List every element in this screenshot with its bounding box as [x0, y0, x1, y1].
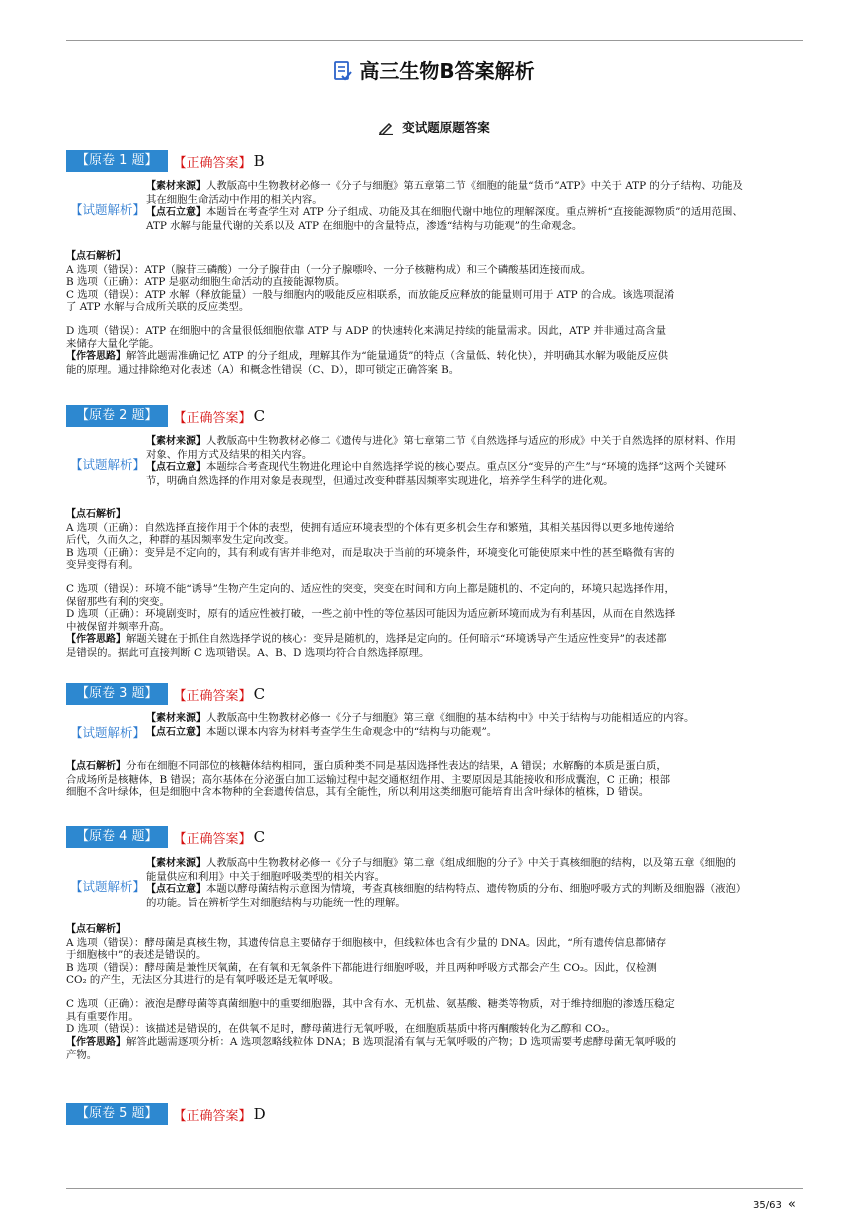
question-tag: 【原卷 2 题】	[66, 405, 168, 427]
bottom-rule	[66, 1188, 803, 1189]
analysis-label: 【试题解析】	[70, 879, 146, 894]
source-label: 【素材来源】	[146, 436, 206, 447]
option-text: D 选项（正确）：环境剧变时，原有的适应性被打破，一些之前中性的等位基因可能因为适应新环境而成为有利基因，从而在自然选择中被保留并频率升高。	[66, 608, 676, 633]
checklist-icon	[333, 60, 353, 82]
point-analysis-block	[66, 924, 676, 1062]
question-tag: 【原卷 4 题】	[66, 826, 168, 848]
section-subtitle	[0, 118, 868, 136]
page-title	[0, 55, 868, 84]
page-footer	[753, 1197, 796, 1212]
correct-answer-value: C	[253, 828, 266, 846]
option-text: D 选项（错误）：ATP 在细胞中的含量很低细胞依靠 ATP 与 ADP 的快速转化来满足持续的能量需求。因此，ATP 并非通过高含量来储存大量化学能。	[66, 324, 667, 350]
correct-answer-value: C	[253, 407, 266, 425]
source-text: 人教版高中生物教材必修一《分子与细胞》第五章第二节《细胞的能量“货币”ATP》中关于 ATP 的分子结构、功能及其在细胞生命活动中作用的相关内容。	[146, 180, 743, 206]
correct-answer-label: 【正确答案】	[173, 831, 252, 847]
focus-label: 【点石立意】	[146, 207, 206, 219]
analysis-label: 【试题解析】	[70, 457, 146, 472]
correct-answer-label: 【正确答案】	[173, 155, 252, 171]
question-header-1	[66, 150, 265, 172]
question-header-4	[66, 826, 265, 848]
focus-text: 本题综合考查现代生物进化理论中自然选择学说的核心要点。重点区分“变异的产生”与“环境的选择”这两个关键环节，明确自然选择的作用对象是表现型，但通过改变种群基因频率实现进化，培养学生科学的进化观。	[146, 461, 726, 487]
option-text: A 选项（正确）：自然选择直接作用于个体的表型，使拥有适应环境表型的个体有更多机会生存和繁殖，其相关基因得以更多地传递给后代，久而久之，种群的基因频率发生定向改变。	[66, 521, 675, 547]
correct-answer-value: B	[253, 152, 265, 170]
option-text: A 选项（错误）：ATP（腺苷三磷酸）一分子腺苷由（一分子腺嘌呤、一分子核糖构成）和三个磷酸基团连接而成。	[66, 263, 592, 276]
approach-text: 解题关键在于抓住自然选择学说的核心：变异是随机的，选择是定向的。任何暗示“环境诱导产生适应性变异”的表述都是错误的。据此可直接判断 C 选项错误。A、B、D 选项均符合自然选择原理。	[66, 633, 667, 659]
correct-answer-value: C	[253, 685, 266, 703]
subtitle-text: 变试题原题答案	[402, 120, 490, 135]
approach-label: 【作答思路】	[66, 1036, 126, 1048]
question-header-2	[66, 405, 265, 427]
source-text: 人教版高中生物教材必修一《分子与细胞》第三章《细胞的基本结构中》中关于结构与功能相适应的内容。	[206, 712, 695, 724]
focus-text: 本题以酵母菌结构示意图为情境，考查真核细胞的结构特点、遗传物质的分布、细胞呼吸方式的判断及细胞器（液泡）的功能。旨在辨析学生对细胞结构与功能统一性的理解。	[146, 883, 742, 909]
analysis-text: 分布在细胞不同部位的核糖体结构相同，蛋白质种类不同是基因选择性表达的结果，A 错误；水解酶的本质是蛋白质，合成场所是核糖体，B 错误；高尔基体在分泌蛋白加工运输过程中起交通枢纽作用、主要原因是其能接收和形成囊泡，C 正确；根部细胞不含叶绿体，但是细胞中含本物种的全套遗传信息，其有全能性，所以利用这类细胞可能培育出含叶绿体的植株，D 错误。	[66, 760, 671, 799]
question-tag: 【原卷 5 题】	[66, 1103, 168, 1125]
analysis-block	[146, 857, 746, 909]
question-header-3	[66, 683, 265, 705]
approach-label: 【作答思路】	[66, 351, 126, 363]
analysis-block	[146, 180, 746, 232]
approach-text: 解答此题需逐项分析：A 选项忽略线粒体 DNA；B 选项混淆有氧与无氧呼吸的产物；D 选项需要考虑酵母菌无氧呼吸的产物。	[66, 1035, 676, 1062]
source-label: 【素材来源】	[146, 858, 206, 869]
correct-answer-label: 【正确答案】	[173, 410, 252, 426]
option-text: C 选项（错误）：ATP 水解（释放能量）一般与细胞内的吸能反应相联系，而放能反应释放的能量则可用于 ATP 的合成。该选项混淆了 ATP 水解与合成所关联的反应类型。	[66, 288, 675, 314]
analysis-label: 【试题解析】	[70, 202, 146, 217]
correct-answer-label: 【正确答案】	[173, 688, 252, 704]
title-text: 高三生物B答案解析	[359, 59, 535, 83]
correct-answer-value: D	[253, 1105, 266, 1123]
option-text: B 选项（正确）：ATP 是驱动细胞生命活动的直接能源物质。	[66, 276, 346, 289]
correct-answer-label: 【正确答案】	[173, 1108, 252, 1124]
source-text: 人教版高中生物教材必修二《遗传与进化》第七章第二节《自然选择与适应的形成》中关于自然选择的原材料、作用对象、作用方式及结果的相关内容。	[146, 435, 736, 461]
focus-label: 【点石立意】	[146, 462, 206, 474]
option-text: B 选项（错误）：酵母菌是兼性厌氧菌，在有氧和无氧条件下都能进行细胞呼吸，并且两种呼吸方式都会产生 CO₂。因此，仅检测 CO₂ 的产生，无法区分其进行的是有氧呼吸还是无氧呼吸。	[66, 961, 657, 987]
analysis-block	[146, 435, 746, 487]
point-analysis-label: 【点石解析】	[66, 924, 126, 935]
point-analysis-label: 【点石解析】	[66, 761, 126, 772]
option-text: D 选项（错误）：该描述是错误的，在供氧不足时，酵母菌进行无氧呼吸，在细胞质基质中将丙酮酸转化为乙醇和 CO₂。	[66, 1023, 616, 1036]
focus-text: 本题旨在考查学生对 ATP 分子组成、功能及其在细胞代谢中地位的理解深度。重点辨析“直接能源物质”的适用范围、ATP 水解与能量代谢的关系以及 ATP 在细胞中的含量特点，渗透“结构与功能观”的生命观念。	[146, 206, 743, 232]
point-analysis-block	[66, 760, 676, 799]
source-label: 【素材来源】	[146, 181, 206, 192]
option-text: C 选项（正确）：液泡是酵母菌等真菌细胞中的重要细胞器，其中含有水、无机盐、氨基酸、糖类等物质，对于维持细胞的渗透压稳定具有重要作用。	[66, 997, 675, 1023]
option-text: C 选项（错误）：环境不能“诱导”生物产生定向的、适应性的突变，突变在时间和方向上都是随机的、不定向的，环境只起选择作用，保留那些有利的突变。	[66, 582, 675, 608]
analysis-block	[146, 712, 746, 739]
approach-label: 【作答思路】	[66, 634, 126, 646]
option-text: B 选项（正确）：变异是不定向的，其有利或有害并非绝对，而是取决于当前的环境条件，环境变化可能使原来中性的甚至略微有害的变异变得有利。	[66, 546, 675, 572]
question-tag: 【原卷 1 题】	[66, 150, 168, 172]
option-text: A 选项（错误）：酵母菌是真核生物，其遗传信息主要储存于细胞核中，但线粒体也含有少量的 DNA。因此，“所有遗传信息都储存于细胞核中”的表述是错误的。	[66, 936, 667, 962]
focus-text: 本题以课本内容为材料考查学生生命观念中的“结构与功能观”。	[206, 725, 498, 738]
source-text: 人教版高中生物教材必修一《分子与细胞》第二章《组成细胞的分子》中关于真核细胞的结构，以及第五章《细胞的能量供应和利用》中关于细胞呼吸类型的相关内容。	[146, 857, 736, 883]
question-header-5	[66, 1103, 266, 1125]
question-tag: 【原卷 3 题】	[66, 683, 168, 705]
point-analysis-block	[66, 251, 676, 376]
page-number: 35/63	[753, 1200, 782, 1211]
top-rule	[66, 40, 803, 41]
source-label: 【素材来源】	[146, 713, 206, 724]
double-left-chevron-icon[interactable]: «	[787, 1197, 796, 1212]
approach-text: 解答此题需准确记忆 ATP 的分子组成，理解其作为“能量通货”的特点（含量低、转化快），并明确其水解为吸能反应供能的原理。通过排除绝对化表述（A）和概念性错误（C、D），即可锁定正确答案 B。	[66, 350, 669, 376]
focus-label: 【点石立意】	[146, 884, 206, 896]
point-analysis-label: 【点石解析】	[66, 251, 126, 262]
focus-label: 【点石立意】	[146, 726, 206, 738]
point-analysis-label: 【点石解析】	[66, 509, 126, 520]
analysis-label: 【试题解析】	[70, 725, 146, 740]
pencil-icon	[378, 121, 394, 135]
point-analysis-block	[66, 509, 676, 660]
